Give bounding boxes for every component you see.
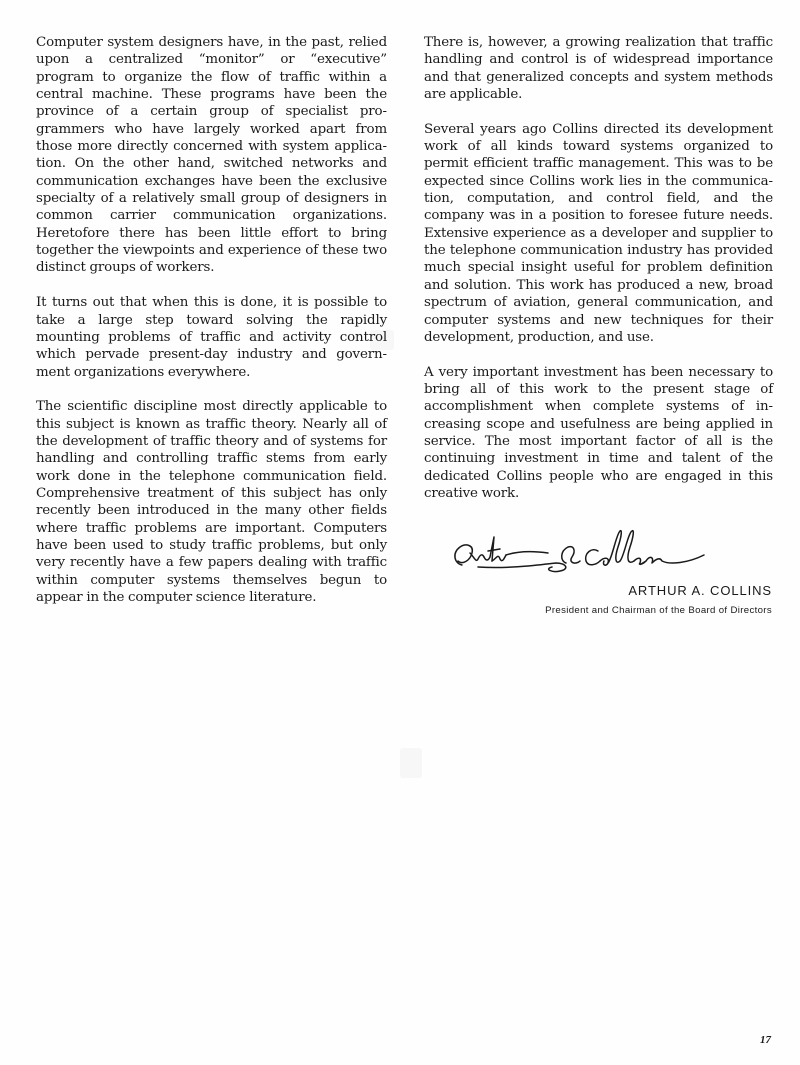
scan-artifact	[400, 748, 422, 778]
paragraph: Computer system designers have, in the past, relied upon a centralized “monitor” or “executive” program to organize the flow of traffic within a central machine. These programs have been the province of a certain group of specialist programmers who have largely worked apart from those more directly concerned with system application. On the other hand, switched networks and communication exchanges have been the exclusive specialty of a relatively small group of designers in common carrier communication organizations. Heretofore there has been little effort to bring together the viewpoints and experience of these two distinct groups of workers.	[36, 35, 387, 276]
page-number: 17	[760, 1034, 771, 1046]
paragraph: A very important investment has been necessary to bring all of this work to the present stage of accomplishment when complete systems of increasing scope and usefulness are being applied in service. The most important factor of all is the continuing investment in time and talent of the dedicated Collins people who are engaged in this creative work.	[424, 364, 773, 501]
right-column	[424, 34, 773, 520]
signer-title: President and Chairman of the Board of Directors	[545, 605, 772, 616]
paragraph: The scientific discipline most directly applicable to this subject is known as traffic theory. Nearly all of the development of traffic theory and of systems for handling and controlling traffic stems from early work done in the telephone communication field. Comprehensive treatment of this subject has only recently been introduced in the many other fields where traffic problems are important. Computers have been used to study traffic problems, but only very recently have a few papers dealing with traffic within computer systems themselves begun to appear in the computer science literature.	[36, 399, 387, 605]
handwritten-signature-icon	[448, 523, 718, 579]
left-column	[36, 34, 387, 624]
paragraph: There is, however, a growing realization that traffic handling and control is of widespread importance and that generalized concepts and system methods are applicable.	[424, 35, 773, 103]
paragraph: It turns out that when this is done, it is possible to take a large step toward solving the rapidly mounting problems of traffic and activity control which pervade present-day industry and government organizations everywhere.	[36, 295, 387, 380]
signature-block	[430, 523, 775, 623]
paragraph: Several years ago Collins directed its development work of all kinds toward systems organized to permit efficient traffic management. This was to be expected since Collins work lies in the communication, computation, and control field, and the company was in a position to foresee future needs. Extensive experience as a developer and supplier to the telephone communication industry has provided much special insight useful for problem definition and solution. This work has produced a new, broad spectrum of aviation, general communication, and computer systems and new techniques for their development, production, and use.	[424, 121, 773, 345]
signer-name: ARTHUR A. COLLINS	[628, 583, 772, 598]
